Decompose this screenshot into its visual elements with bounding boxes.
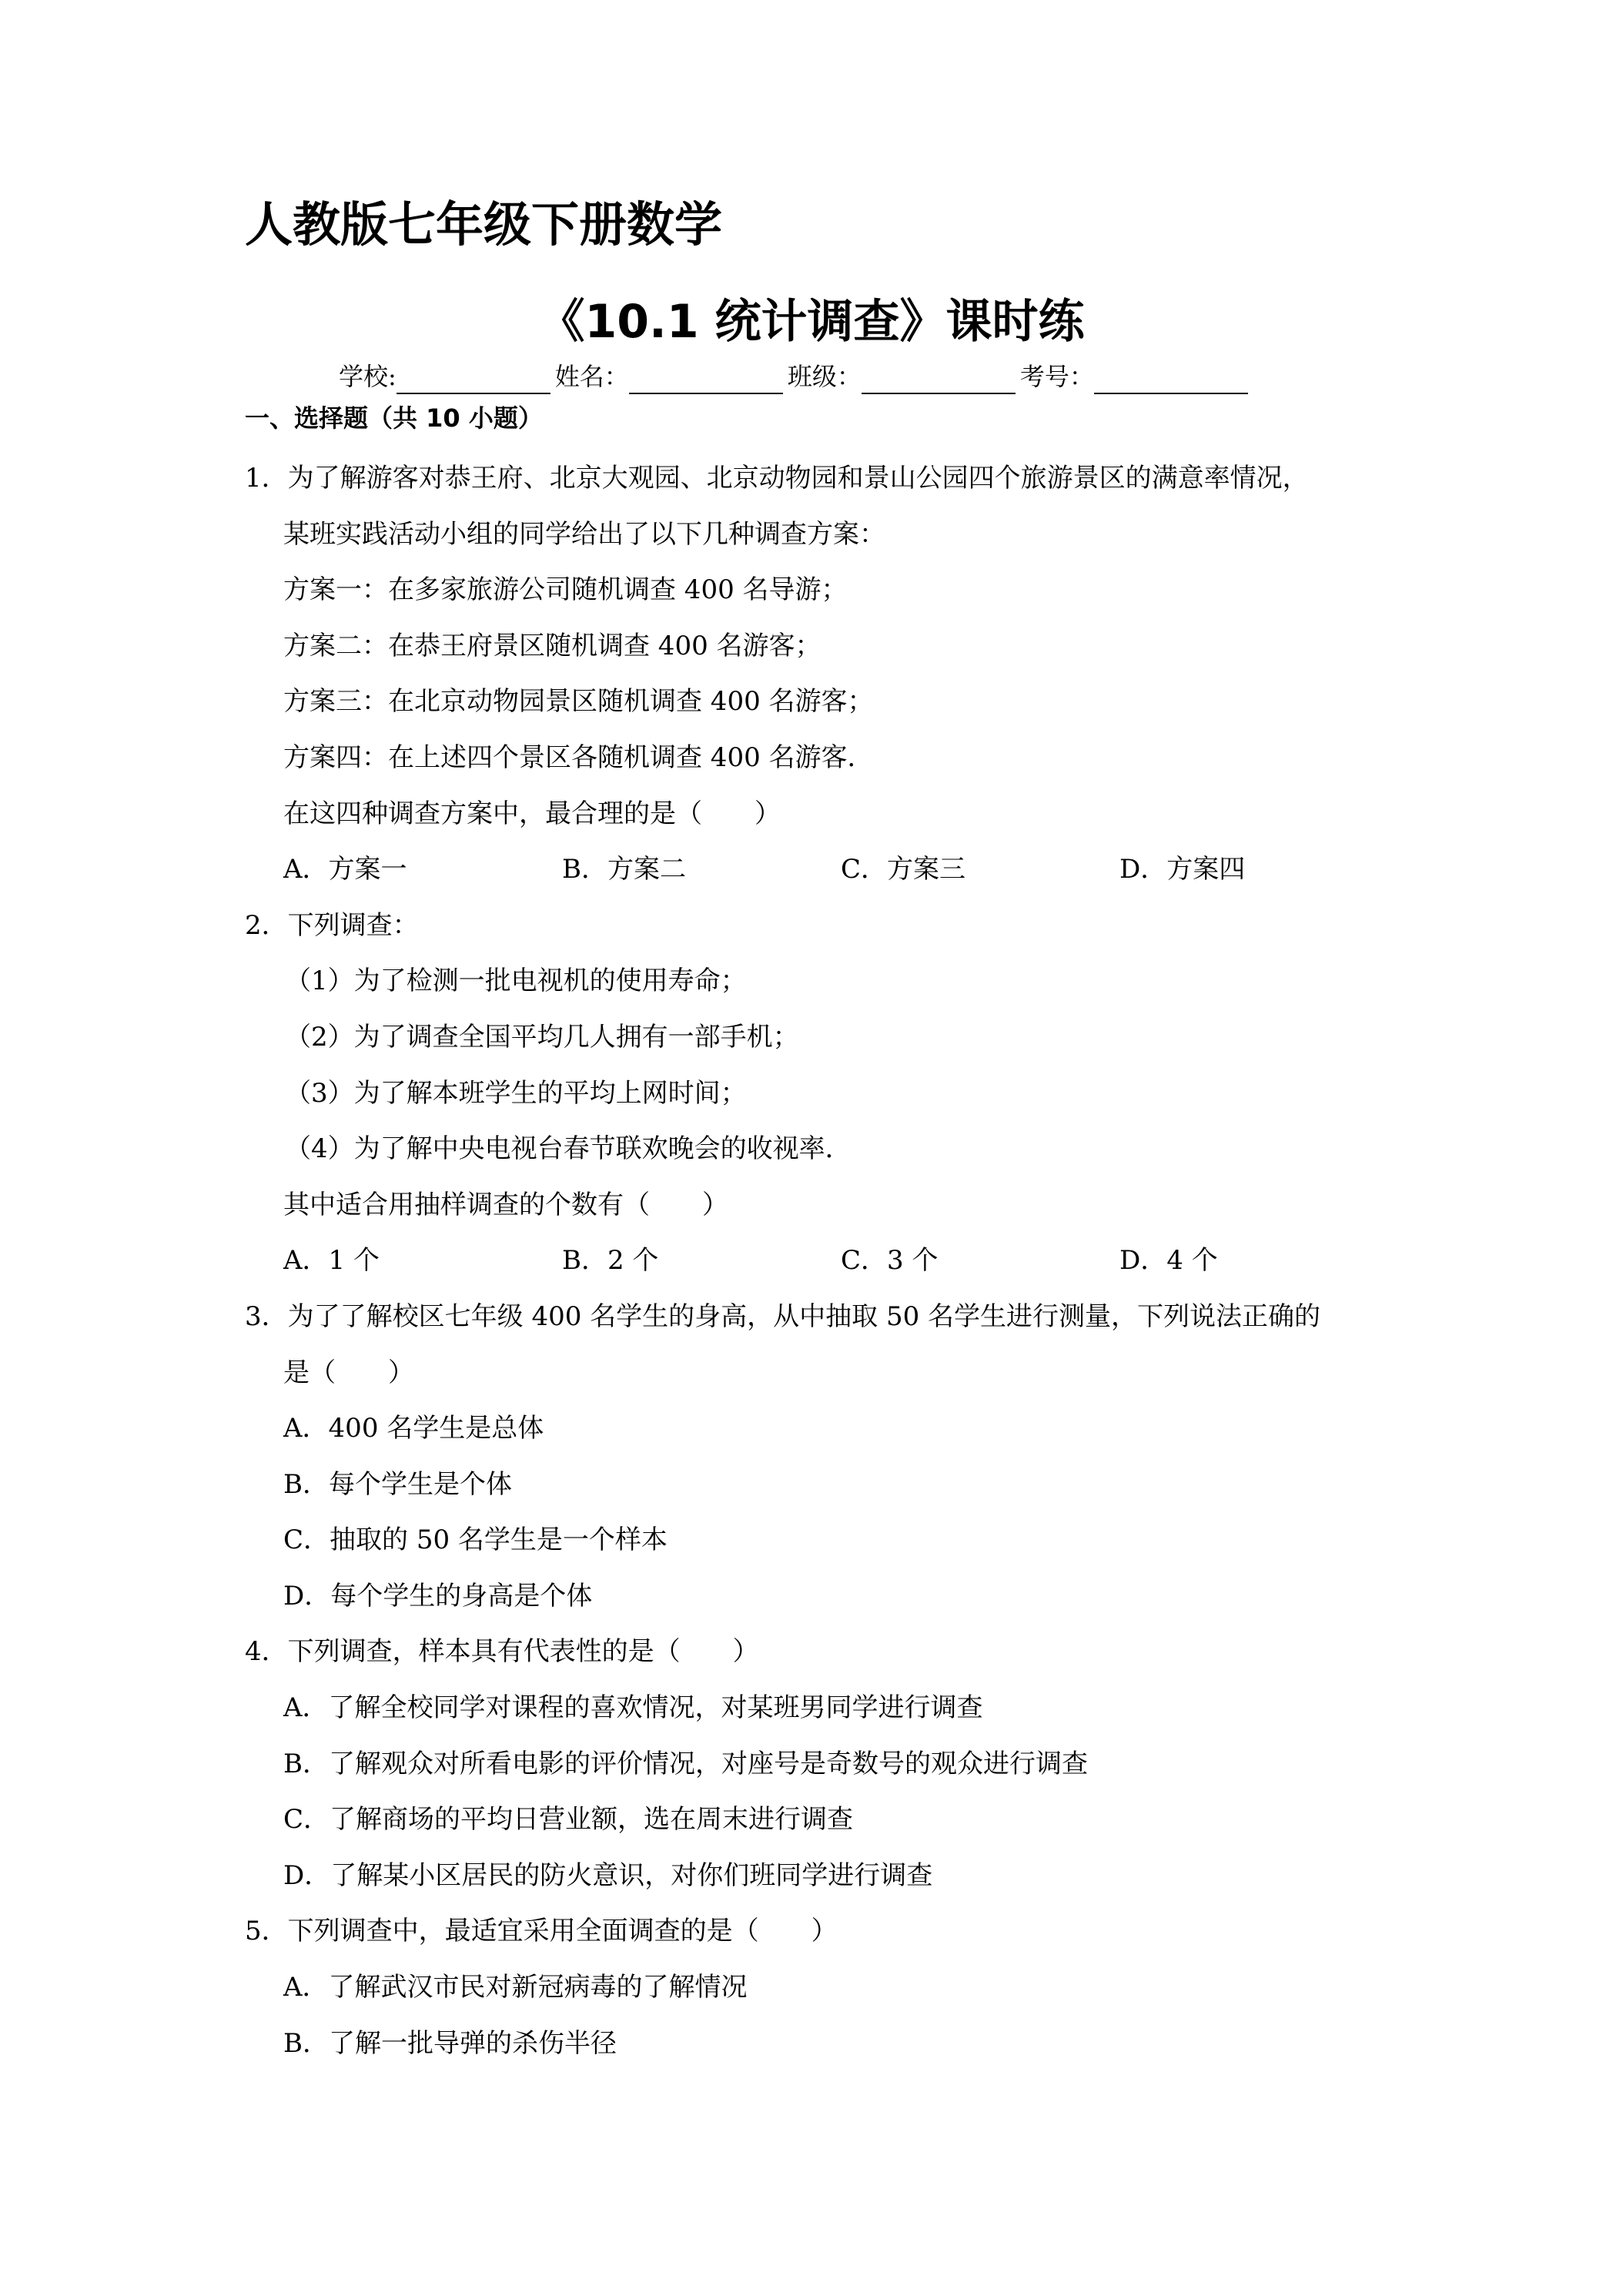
document-subtitle: 《10.1 统计调查》课时练 — [538, 295, 1085, 349]
name-label: 姓名： — [554, 362, 629, 391]
question-2-options — [245, 1233, 1415, 1289]
question-2-item-2: （2）为了调查全国平均几人拥有一部手机； — [285, 1021, 799, 1053]
question-1-prompt: 在这四种调查方案中，最合理的是（ ） — [283, 798, 781, 829]
name-blank[interactable] — [629, 363, 783, 394]
question-3-option-d: D．每个学生的身高是个体 — [283, 1580, 593, 1612]
school-label: 学校: — [339, 362, 397, 391]
question-1-option-a: A．方案一 — [283, 854, 407, 885]
question-2-stem: 2．下列调查： — [245, 909, 419, 941]
question-1-option-d: D．方案四 — [1119, 854, 1246, 885]
question-3-option-b: B．每个学生是个体 — [283, 1468, 512, 1500]
class-label: 班级： — [787, 362, 862, 391]
student-info-row — [339, 359, 1253, 394]
school-blank[interactable] — [397, 363, 550, 394]
question-2-option-d: D．4 个 — [1119, 1245, 1218, 1277]
document-title: 人教版七年级下册数学 — [245, 196, 723, 253]
question-2-option-c: C．3 个 — [841, 1245, 939, 1277]
question-4-option-b: B．了解观众对所看电影的评价情况，对座号是奇数号的观众进行调查 — [283, 1748, 1088, 1779]
question-2-item-1: （1）为了检测一批电视机的使用寿命； — [285, 966, 747, 997]
question-1-stem-line-2: 某班实践活动小组的同学给出了以下几种调查方案： — [283, 518, 885, 550]
section-heading: 一、选择题（共 10 小题） — [245, 403, 543, 433]
question-2-item-3: （3）为了解本班学生的平均上网时间； — [285, 1077, 747, 1109]
question-3-stem-line-1: 3．为了了解校区七年级 400 名学生的身高，从中抽取 50 名学生进行测量，下列说法正确的 — [245, 1300, 1321, 1332]
question-2-option-a: A．1 个 — [283, 1245, 380, 1277]
question-5-stem: 5．下列调查中，最适宜采用全面调查的是（ ） — [245, 1916, 838, 1947]
question-5-option-b: B．了解一批导弹的杀伤半径 — [283, 2027, 617, 2059]
question-4-option-c: C．了解商场的平均日营业额，选在周末进行调查 — [283, 1804, 854, 1836]
question-2-prompt: 其中适合用抽样调查的个数有（ ） — [283, 1189, 728, 1220]
question-1-item-4: 方案四：在上述四个景区各随机调查 400 名游客． — [283, 741, 874, 773]
question-1-option-b: B．方案二 — [562, 854, 686, 885]
question-1-item-2: 方案二：在恭王府景区随机调查 400 名游客； — [283, 630, 822, 661]
question-4-option-a: A．了解全校同学对课程的喜欢情况，对某班男同学进行调查 — [283, 1692, 983, 1724]
question-4-option-d: D．了解某小区居民的防火意识，对你们班同学进行调查 — [283, 1859, 933, 1891]
question-5-option-a: A．了解武汉市民对新冠病毒的了解情况 — [283, 1972, 748, 2003]
question-list — [245, 450, 1415, 2071]
question-1-stem-line-1: 1．为了解游客对恭王府、北京大观园、北京动物园和景山公园四个旅游景区的满意率情况， — [245, 463, 1309, 494]
exam-number-label: 考号： — [1019, 362, 1094, 391]
question-1-options — [245, 842, 1415, 898]
question-3-stem-line-2: 是（ ） — [283, 1357, 414, 1388]
question-4-stem: 4．下列调查，样本具有代表性的是（ ） — [245, 1636, 759, 1668]
question-3-option-a: A．400 名学生是总体 — [283, 1413, 544, 1444]
question-3-option-c: C．抽取的 50 名学生是一个样本 — [283, 1525, 668, 1556]
exam-number-blank[interactable] — [1094, 363, 1248, 394]
question-1-item-3: 方案三：在北京动物园景区随机调查 400 名游客； — [283, 686, 874, 718]
question-2-option-b: B．2 个 — [562, 1245, 659, 1277]
question-1-option-c: C．方案三 — [841, 854, 966, 885]
question-1-item-1: 方案一：在多家旅游公司随机调查 400 名导游； — [283, 574, 848, 606]
question-2-item-4: （4）为了解中央电视台春节联欢晚会的收视率． — [285, 1133, 852, 1165]
class-blank[interactable] — [862, 363, 1016, 394]
